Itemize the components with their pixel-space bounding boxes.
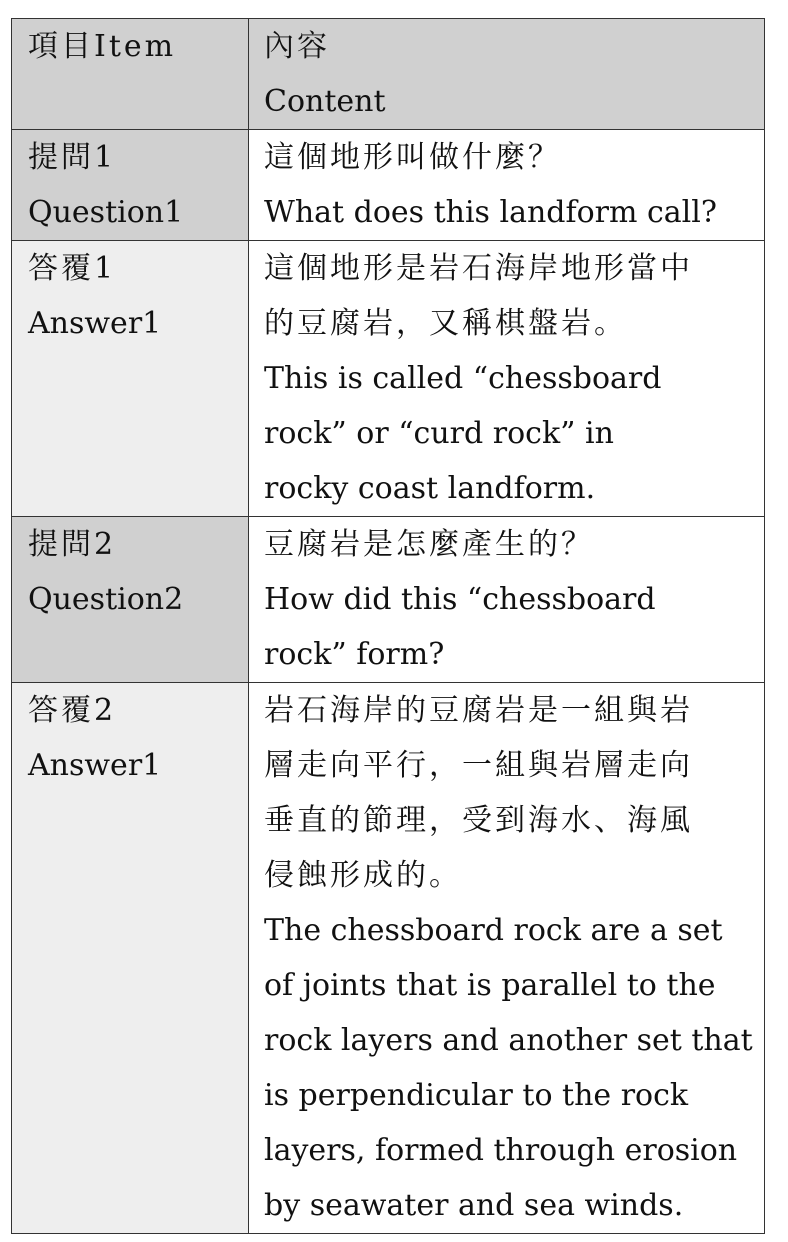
row-content-cell xyxy=(249,130,765,241)
content-en-line: rock” or “curd rock” in xyxy=(264,416,614,451)
content-zh-line: 侵蝕形成的。 xyxy=(264,858,462,893)
row-label-en: Answer1 xyxy=(28,748,162,783)
row-label-cell xyxy=(12,683,249,1234)
row-label-zh: 提問2 xyxy=(28,527,117,562)
content-zh-line: 層走向平行，一組與岩層走向 xyxy=(264,748,693,783)
table-row-answer1 xyxy=(12,241,765,517)
content-zh-line: 這個地形是岩石海岸地形當中 xyxy=(264,251,693,286)
content-zh-line: 的豆腐岩，又稱棋盤岩。 xyxy=(264,306,627,341)
header-item-label: 項目Item xyxy=(28,29,177,64)
table-row-question1 xyxy=(12,130,765,241)
table-row-answer2 xyxy=(12,683,765,1234)
content-en-line: How did this “chessboard xyxy=(264,582,656,617)
header-content-cell xyxy=(249,19,765,130)
row-label-en: Question1 xyxy=(28,195,184,230)
content-en-line: rock layers and another set that xyxy=(264,1023,753,1058)
content-zh-line: 岩石海岸的豆腐岩是一組與岩 xyxy=(264,693,693,728)
content-en: What does this landform call? xyxy=(264,195,717,230)
content-zh-line: 垂直的節理，受到海水、海風 xyxy=(264,803,693,838)
header-content-zh: 內容 xyxy=(264,29,330,64)
row-label-cell xyxy=(12,130,249,241)
row-label-zh: 答覆1 xyxy=(28,251,117,286)
row-label-zh: 提問1 xyxy=(28,140,117,175)
row-content-cell xyxy=(249,517,765,683)
content-zh: 豆腐岩是怎麼產生的？ xyxy=(264,527,594,562)
row-content-cell xyxy=(249,241,765,517)
row-label-cell xyxy=(12,241,249,517)
row-label-en: Answer1 xyxy=(28,306,162,341)
row-label-en: Question2 xyxy=(28,582,184,617)
table-row-question2 xyxy=(12,517,765,683)
row-label-cell xyxy=(12,517,249,683)
content-en-line: layers, formed through erosion xyxy=(264,1133,738,1168)
content-en-line: rocky coast landform. xyxy=(264,471,596,506)
content-en-line: rock” form? xyxy=(264,637,445,672)
content-en-line: by seawater and sea winds. xyxy=(264,1188,684,1223)
row-label-zh: 答覆2 xyxy=(28,693,117,728)
row-content-cell xyxy=(249,683,765,1234)
content-en-line: of joints that is parallel to the xyxy=(264,968,716,1003)
content-zh: 這個地形叫做什麼？ xyxy=(264,140,561,175)
header-item-cell xyxy=(12,19,249,130)
header-content-en: Content xyxy=(264,84,386,119)
content-en-line: The chessboard rock are a set xyxy=(264,913,723,948)
table-header-row xyxy=(12,19,765,130)
qa-table xyxy=(11,18,765,1234)
content-en-line: This is called “chessboard xyxy=(264,361,662,396)
content-en-line: is perpendicular to the rock xyxy=(264,1078,689,1113)
